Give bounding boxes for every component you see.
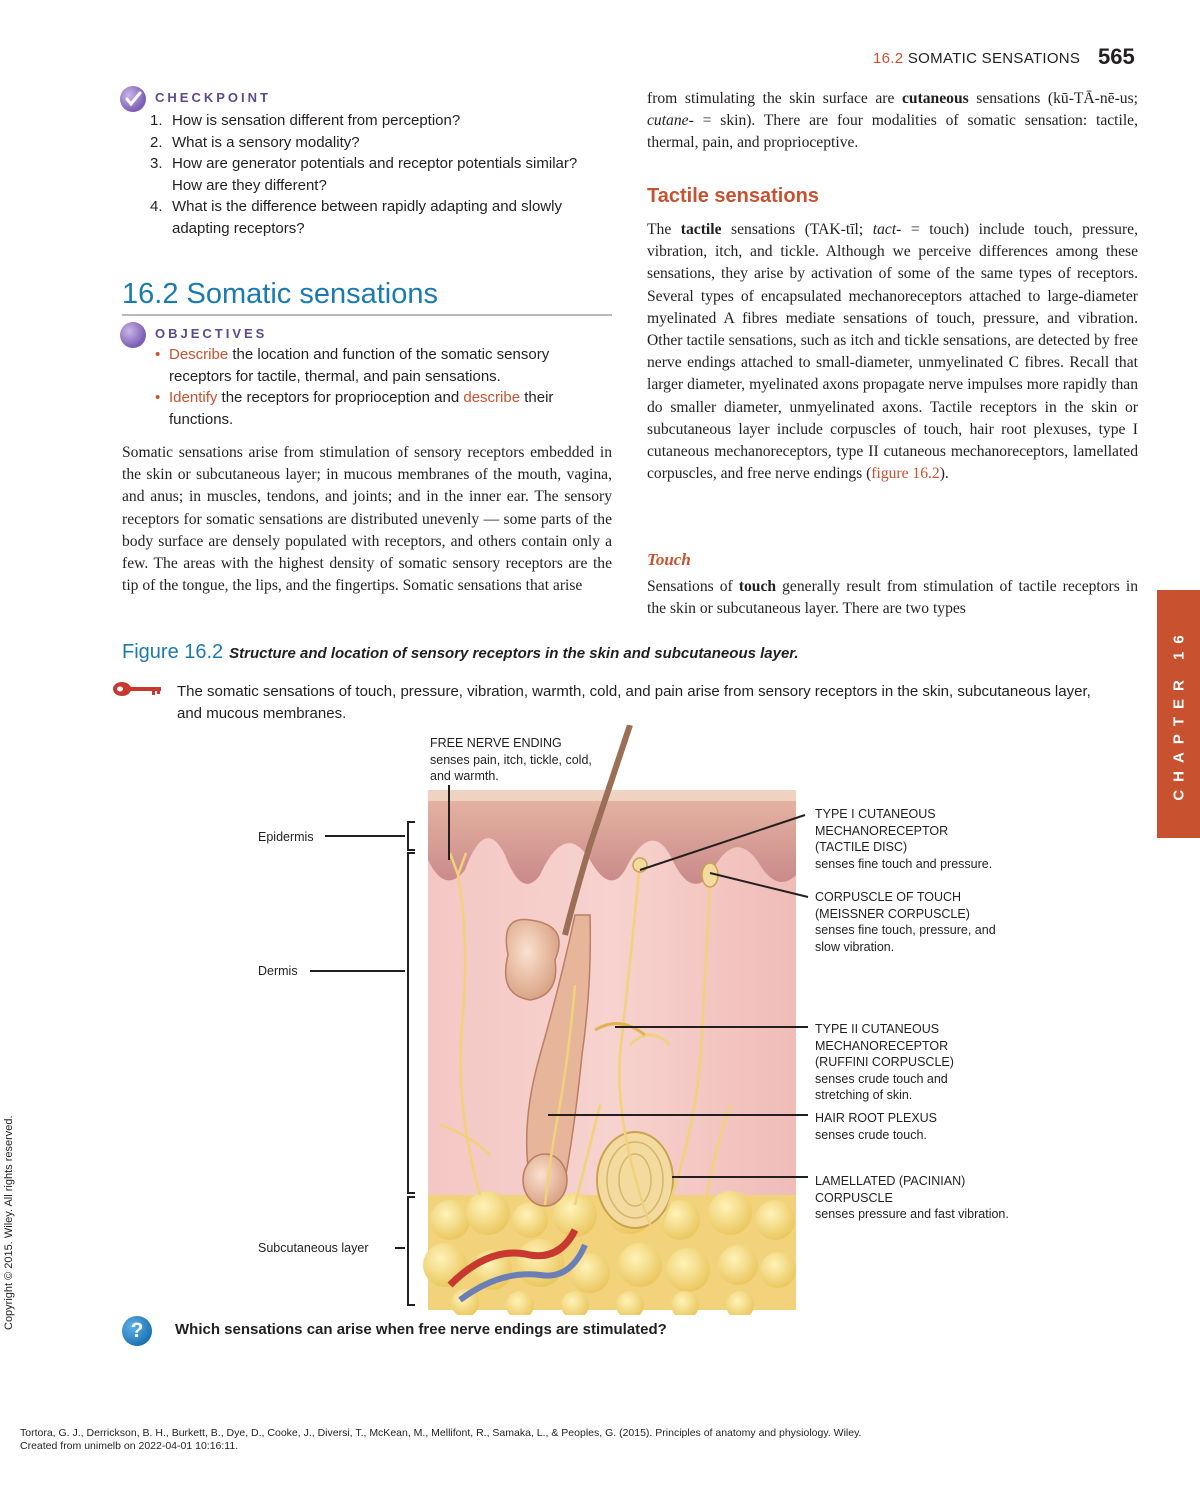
label-type2-mechanoreceptor: [815, 1021, 1005, 1104]
checkpoint-item-text: What is a sensory modality?: [172, 133, 360, 151]
copyright-notice: Copyright © 2015. Wiley. All rights reserved.: [3, 1115, 15, 1330]
label-meissner-corpuscle: [815, 889, 1005, 955]
text-run: sensations (TAK-tīl;: [721, 221, 873, 238]
text-run: = touch) include touch, pressure, vibration, itch, and tickle. Although we perceive differences among these sensations, they arise by activation of some of the same types of receptors. Several types of encapsulated mechanoreceptors attached to large-diameter myelinated A fibres mediate sensations of touch, pressure, and vibration. Other tactile sensations, such as itch and tickle sensations, are detected by free nerve endings attached to small-diameter, unmyelinated C fibres. Recall that larger diameter, myelinated axons propagate nerve impulses more rapidly than do smaller diameter, unmyelinated axons. Tactile receptors in the skin or subcutaneous layer include corpuscles of touch, hair root plexuses, type I cutaneous mechanoreceptors, type II cutaneous mechanoreceptors, lamellated corpuscles, and free nerve endings (: [647, 221, 1138, 483]
left-body-paragraph: Somatic sensations arise from stimulation of sensory receptors embedded in the skin or subcutaneous layer; in mucous membranes of the mouth, vagina, and anus; in muscles, tendons, and joints; and in the inner ear. The sensory receptors for somatic sensations are distributed unevenly — some parts of the body surface are densely populated with receptors, and others contain only a few. The areas with the highest density of somatic sensory receptors are the tip of the tongue, the lips, and the fingertips. Somatic sensations that arise: [122, 444, 612, 595]
checkpoint-item-text: How is sensation different from perception?: [172, 112, 461, 129]
figure-link[interactable]: figure 16.2: [871, 465, 940, 483]
text-run: = skin). There are four modalities of somatic sensation: tactile, thermal, pain, and proprioceptive.: [647, 112, 1138, 152]
figure-caption: Structure and location of sensory receptors in the skin and subcutaneous layer.: [229, 645, 799, 662]
question-icon: ?: [122, 1316, 152, 1346]
running-head-section-name: SOMATIC SENSATIONS: [907, 50, 1081, 67]
tactile-heading: Tactile sensations: [647, 185, 819, 207]
objective-verb: describe: [463, 389, 521, 406]
objectives-label: OBJECTIVES: [155, 326, 268, 341]
checkpoint-item-num: 2.: [150, 133, 163, 151]
layer-label-subcutaneous: Subcutaneous layer: [258, 1241, 369, 1255]
figure-title: [122, 641, 798, 664]
page-number: 565: [1098, 44, 1135, 69]
label-type1-mechanoreceptor: [815, 806, 1005, 872]
checkpoint-item-num: 3.: [150, 155, 163, 172]
section-divider: [122, 314, 612, 316]
figure-question: Which sensations can arise when free nerve endings are stimulated?: [175, 1321, 667, 1338]
label-desc: senses pain, itch, tickle, cold, and warmth.: [430, 752, 592, 783]
checkpoint-item: [150, 153, 610, 196]
text-run: generally result from stimulation of tactile receptors in the skin or subcutaneous layer. There are two types: [647, 578, 1138, 618]
term-cutaneous: cutaneous: [901, 90, 969, 107]
checkpoint-check-icon: [120, 86, 146, 112]
section-title: 16.2 Somatic sensations: [122, 278, 438, 310]
checkpoint-item: [150, 110, 610, 132]
objective-item: [155, 344, 615, 387]
sebaceous-gland: [506, 919, 559, 1000]
text-run: sensations (kū-TĀ-nē-us;: [968, 90, 1138, 107]
text-run: Sensations of: [647, 578, 739, 595]
checkpoint-item-num: 1.: [150, 112, 163, 129]
objective-verb: Describe: [169, 346, 229, 363]
text-run: ).: [939, 465, 949, 483]
running-head-section-number: 16.2: [873, 50, 904, 67]
right-body-paragraph-2: [647, 219, 1138, 485]
checkpoint-label: CHECKPOINT: [155, 90, 271, 105]
checkpoint-item: [150, 196, 610, 239]
chapter-tab-label: CHAPTER 16: [1170, 627, 1187, 801]
footer-created: Created from unimelb on 2022-04-01 10:16:11.: [20, 1440, 239, 1452]
etymology: cutane-: [647, 112, 694, 130]
layer-label-dermis: Dermis: [258, 964, 298, 978]
term-touch: touch: [738, 578, 777, 595]
chapter-tab: [1157, 590, 1200, 838]
text-run: from stimulating the skin surface are: [647, 90, 902, 107]
label-title: TYPE I CUTANEOUS MECHANORECEPTOR (TACTILE DISC): [815, 807, 949, 854]
label-title: HAIR ROOT PLEXUS: [815, 1111, 938, 1125]
right-body-paragraph-1: [647, 88, 1138, 155]
label-desc: senses pressure and fast vibration.: [815, 1207, 1009, 1221]
label-desc: senses fine touch, pressure, and slow vibration.: [815, 923, 996, 954]
objective-text: their functions.: [169, 389, 554, 428]
layer-label-epidermis: Epidermis: [258, 830, 314, 844]
layer-brackets: [310, 822, 415, 1305]
label-desc: senses crude touch and stretching of skin.: [815, 1071, 948, 1102]
label-desc: senses crude touch.: [815, 1127, 927, 1142]
text-run: The: [647, 221, 681, 238]
checkpoint-item: [150, 132, 610, 154]
objective-text: the receptors for proprioception and: [217, 389, 464, 406]
running-head: [873, 50, 1080, 67]
objective-text: the location and function of the somatic sensory receptors for tactile, thermal, and pain sensations.: [169, 346, 550, 385]
label-title: LAMELLATED (PACINIAN) CORPUSCLE: [815, 1174, 966, 1205]
checkpoint-item-text: What is the difference between rapidly adapting and slowly adapting receptors?: [172, 198, 562, 237]
objectives-list: [155, 344, 615, 430]
right-body-paragraph-3: [647, 576, 1138, 620]
etymology: tact-: [872, 221, 902, 238]
objective-item: [155, 387, 615, 430]
checkpoint-item-text: How are generator potentials and receptor potentials similar? How are they different?: [172, 155, 578, 194]
label-free-nerve-ending: [430, 735, 600, 785]
objectives-icon: [120, 322, 146, 348]
key-icon: [112, 680, 164, 703]
label-desc: senses fine touch and pressure.: [815, 856, 993, 871]
figure-number: Figure 16.2: [122, 641, 224, 663]
objective-verb: Identify: [169, 389, 218, 406]
label-hair-root-plexus: [815, 1110, 1005, 1143]
checkpoint-item-num: 4.: [150, 198, 163, 215]
term-tactile: tactile: [680, 221, 722, 238]
figure-summary: The somatic sensations of touch, pressure, vibration, warmth, cold, and pain arise from sensory receptors in the skin, subcutaneous layer, and mucous membranes.: [177, 683, 1091, 722]
footer-citation: Tortora, G. J., Derrickson, B. H., Burkett, B., Dye, D., Cooke, J., Diversi, T., McKean, M., Mellifont, R., Samaka, L., & Peoples, G. (2015). Principles of anatomy and physiology. Wiley.: [20, 1427, 862, 1439]
label-lamellated-corpuscle: [815, 1173, 1025, 1223]
touch-heading: Touch: [647, 550, 691, 569]
checkpoint-list: [150, 110, 610, 239]
label-title: CORPUSCLE OF TOUCH (MEISSNER CORPUSCLE): [815, 890, 970, 921]
label-title: TYPE II CUTANEOUS MECHANORECEPTOR (RUFFINI CORPUSCLE): [815, 1022, 954, 1069]
label-title: FREE NERVE ENDING: [430, 736, 562, 750]
